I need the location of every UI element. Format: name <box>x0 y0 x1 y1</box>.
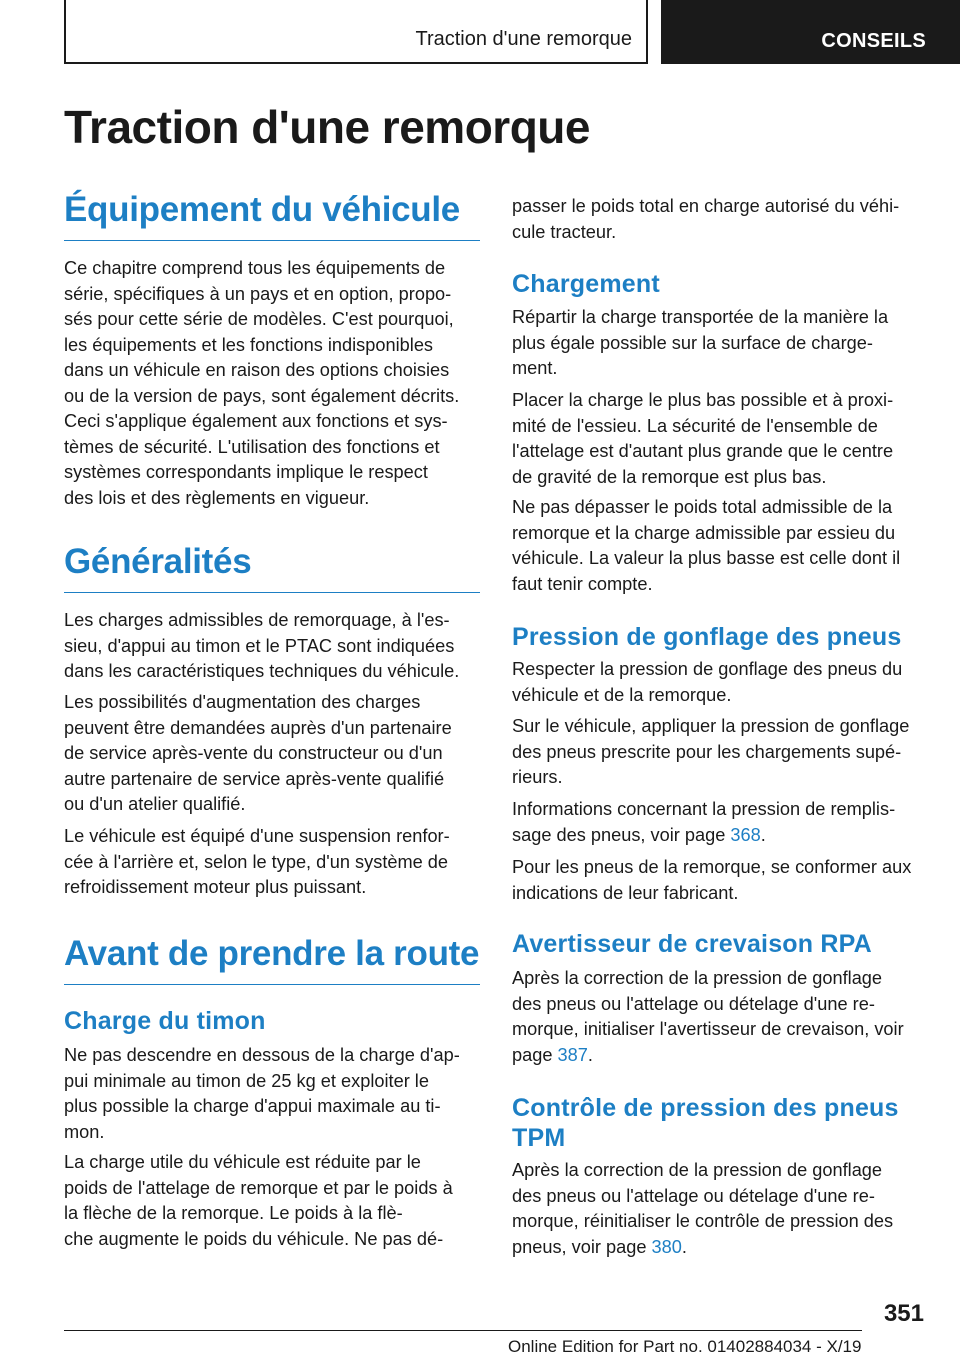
paragraph-pression-2 <box>512 714 932 791</box>
heading-equipement: Équipement du véhicule <box>64 190 480 241</box>
text-line: La charge utile du véhicule est réduite par le <box>64 1152 421 1172</box>
text-line: tèmes de sécurité. L'utilisation des fonctions et <box>64 436 440 457</box>
text-line: la flèche de la remorque. Le poids à la flè‐ <box>64 1203 403 1223</box>
text-line: passer le poids total en charge autorisé du véhi‐ <box>512 196 900 216</box>
paragraph-charge-timon-2 <box>64 1150 480 1252</box>
text-line: Le véhicule est équipé d'une suspension renfor‐ <box>64 826 450 846</box>
text-line: Ne pas dépasser le poids total admissible de la <box>512 497 893 517</box>
text-line: sés pour cette série de modèles. C'est pourquoi, <box>64 309 454 329</box>
heading-avant-route: Avant de prendre la route <box>64 934 480 985</box>
text-line: de gravité de la remorque est plus bas. <box>512 466 827 487</box>
text-line: ment. <box>512 358 558 378</box>
heading-chargement: Chargement <box>512 270 660 298</box>
text-line: des lois et des règlements en vigueur. <box>64 487 370 508</box>
heading-tpm-line: Contrôle de pression des pneus <box>512 1094 899 1122</box>
text-line: véhicule. La valeur la plus basse est celle dont il <box>512 548 901 568</box>
paragraph-pression-4 <box>512 855 932 906</box>
paragraph-charge-timon-2-continued <box>512 194 932 245</box>
chapter-tab-title: Traction d'une remorque <box>415 28 632 50</box>
paragraph-pression-1 <box>512 657 932 708</box>
text-line: Respecter la pression de gonflage des pneus du <box>512 659 903 679</box>
text-line: morque, initialiser l'avertisseur de crevaison, voir <box>512 1019 904 1039</box>
paragraph-chargement-1 <box>512 305 932 382</box>
text-line: refroidissement moteur plus puissant. <box>64 877 367 897</box>
text-fragment: pneus, voir page <box>512 1236 652 1257</box>
text-line: des pneus prescrite pour les chargements supé‐ <box>512 741 902 762</box>
section-tab <box>661 0 960 64</box>
text-line: Les possibilités d'augmentation des charges <box>64 692 421 712</box>
text-line: peuvent être demandées auprès d'un partenaire <box>64 717 452 738</box>
text-line: pui minimale au timon de 25 kg et exploiter le <box>64 1070 429 1091</box>
text-line: Informations concernant la pression de remplis‐ <box>512 799 896 819</box>
footer-edition: Online Edition for Part no. 01402884034 - X/19 <box>508 1337 862 1356</box>
page-link-368[interactable]: 368 <box>730 824 761 845</box>
text-line <box>512 823 932 849</box>
text-line: Ceci s'applique également aux fonctions et sys‐ <box>64 411 448 431</box>
text-line: des pneus ou l'attelage ou dételage d'une re‐ <box>512 1185 875 1206</box>
text-line: Les charges admissibles de remorquage, à l'es‐ <box>64 610 450 630</box>
text-line: remorque et la charge admissible par essieu du <box>512 522 896 543</box>
text-line: mité de l'essieu. La sécurité de l'ensemble de <box>512 415 878 436</box>
paragraph-chargement-3 <box>512 495 932 597</box>
text-line: ou d'un atelier qualifié. <box>64 794 246 814</box>
text-line: rieurs. <box>512 767 563 787</box>
text-line <box>512 1043 932 1069</box>
text-line: Répartir la charge transportée de la manière la <box>512 307 889 327</box>
text-line: Pour les pneus de la remorque, se conformer aux <box>512 857 912 877</box>
paragraph-pression-3 <box>512 797 932 848</box>
text-line: cée à l'arrière et, selon le type, d'un système de <box>64 851 449 872</box>
text-line: dans un véhicule en raison des options choisies <box>64 360 450 380</box>
text-line: faut tenir compte. <box>512 573 653 594</box>
page-link-380[interactable]: 380 <box>651 1236 682 1257</box>
footer-divider <box>64 1330 862 1331</box>
text-line: l'attelage est d'autant plus grande que le centre <box>512 441 894 461</box>
page-number: 351 <box>883 1300 924 1327</box>
heading-charge-timon: Charge du timon <box>64 1007 266 1035</box>
heading-rpa: Avertisseur de crevaison RPA <box>512 930 872 958</box>
text-line: cule tracteur. <box>512 221 617 242</box>
text-line: Sur le véhicule, appliquer la pression de gonflage <box>512 716 910 736</box>
text-line: autre partenaire de service après-vente qualifié <box>64 768 445 789</box>
text-line: Après la correction de la pression de gonflage <box>512 968 883 988</box>
text-line: morque, réinitialiser le contrôle de pression des <box>512 1211 894 1231</box>
paragraph-generalites-2 <box>64 690 480 818</box>
text-line: plus possible la charge d'appui maximale au ti‐ <box>64 1096 441 1116</box>
chapter-tab <box>64 0 648 64</box>
text-line: véhicule et de la remorque. <box>512 684 732 705</box>
heading-generalites: Généralités <box>64 542 480 593</box>
text-line: indications de leur fabricant. <box>512 882 739 903</box>
text-line: les équipements et les fonctions indisponibles <box>64 334 434 355</box>
text-line: sieu, d'appui au timon et le PTAC sont indiquées <box>64 635 455 656</box>
text-fragment: . <box>587 1044 593 1065</box>
page-title: Traction d'une remorque <box>64 101 590 153</box>
text-fragment: page <box>512 1044 558 1065</box>
text-line: che augmente le poids du véhicule. Ne pas dé‐ <box>64 1228 444 1249</box>
text-fragment: . <box>760 824 766 845</box>
paragraph-generalites-1 <box>64 608 480 685</box>
text-line: systèmes correspondants implique le respect <box>64 462 428 482</box>
paragraph-rpa <box>512 966 932 1068</box>
text-line: Après la correction de la pression de gonflage <box>512 1160 883 1180</box>
text-fragment: . <box>681 1236 687 1257</box>
paragraph-charge-timon-1 <box>64 1043 480 1145</box>
text-line: ou de la version de pays, sont également décrits. <box>64 385 460 406</box>
text-line: série, spécifiques à un pays et en option, propo‐ <box>64 283 452 304</box>
page-header <box>0 0 960 66</box>
text-line: poids de l'attelage de remorque et par le poids à <box>64 1177 453 1198</box>
text-line: de service après-vente du constructeur ou d'un <box>64 743 443 763</box>
paragraph-tpm <box>512 1158 932 1260</box>
text-line: mon. <box>64 1121 105 1142</box>
text-fragment: sage des pneus, voir page <box>512 824 731 845</box>
heading-tpm <box>512 1093 899 1153</box>
text-line: Ne pas descendre en dessous de la charge d'ap‐ <box>64 1045 460 1065</box>
text-line: Ce chapitre comprend tous les équipements de <box>64 258 446 278</box>
paragraph-equipement <box>64 256 480 511</box>
text-line: Placer la charge le plus bas possible et à proxi‐ <box>512 390 894 410</box>
text-line: des pneus ou l'attelage ou dételage d'une re‐ <box>512 993 875 1014</box>
text-line: dans les caractéristiques techniques du véhicule. <box>64 661 460 681</box>
heading-pression: Pression de gonflage des pneus <box>512 623 902 651</box>
paragraph-generalites-3 <box>64 824 480 901</box>
heading-tpm-line: TPM <box>512 1124 566 1152</box>
section-tab-label: CONSEILS <box>821 30 926 52</box>
text-line <box>512 1235 932 1261</box>
text-line: plus égale possible sur la surface de charge‐ <box>512 332 873 353</box>
paragraph-chargement-2 <box>512 388 932 490</box>
page-link-387[interactable]: 387 <box>557 1044 588 1065</box>
